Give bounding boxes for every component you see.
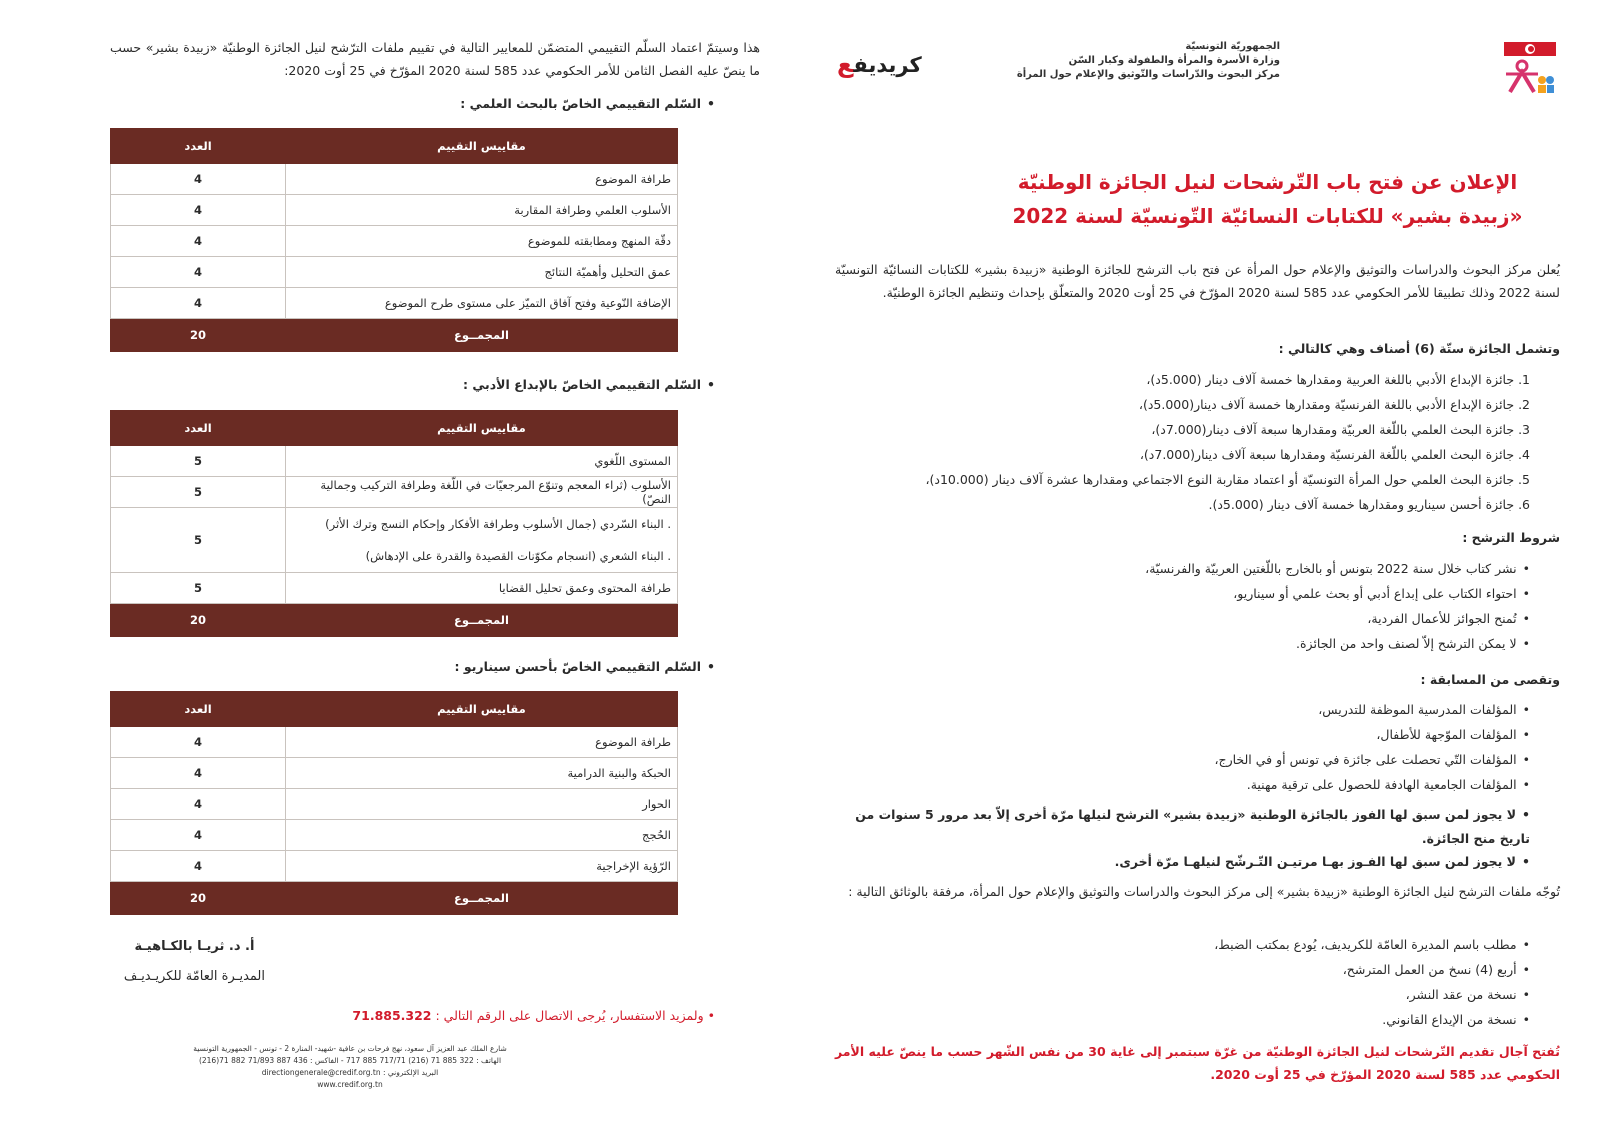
prize-item: 6. جائزة أحسن سيناريو ومقدارها خمسة آلاف دينار (5.000د). xyxy=(1208,497,1530,512)
score-cell: 4 xyxy=(111,226,286,257)
bullet-icon: • xyxy=(703,1008,715,1023)
total-label: المجمــوع xyxy=(286,604,678,637)
table-header-row xyxy=(111,411,678,446)
document-item: • مطلب باسم المديرة العامّة للكريديف، يُودع بمكتب الضبط، xyxy=(1214,932,1530,957)
score-cell: 5 xyxy=(111,477,286,508)
condition-item: • لا يمكن الترشح إلاّ لصنف واحد من الجائزة. xyxy=(1145,631,1530,656)
criterion-cell: المستوى اللّغوي xyxy=(286,446,678,477)
footer-phones: الهاتف : 322 885 71 (216) 717/71 885 717 - الفاكس : 436 887 71/893 882 71(216) xyxy=(198,1056,502,1065)
title-line: الإعلان عن فتح باب التّرشحات لنيل الجائزة الوطنيّة xyxy=(1017,170,1518,194)
ministry-logo-icon xyxy=(1500,40,1560,96)
criterion-cell: الأسلوب العلمي وطرافة المقاربة xyxy=(286,195,678,226)
table-row xyxy=(111,446,678,477)
condition-item: • احتواء الكتاب على إبداع أدبي أو بحث علمي أو سيناريو، xyxy=(1145,581,1530,606)
exclusion-item: • المؤلفات المدرسية الموظفة للتدريس، xyxy=(1214,697,1530,722)
intro-paragraph: يُعلن مركز البحوث والدراسات والتوثيق والإعلام حول المرأة عن فتح باب الترشح للجائزة الوطنية «زبيدة بشير» للكتابات النسائيّة التونسيّة لسنة 2022 وذلك تطبيقا للأمر الحكومي عدد 585 لسنة 2020 المؤرّخ في 25 أوت 2020 والمتعلّق بإحداث وتنظيم الجائزة الوطنيّة. xyxy=(835,262,1560,300)
ministry-line: وزارة الأسرة والمرأة والطفولة وكبار السّن xyxy=(1068,55,1280,66)
criteria-column-header: مقاييس التقييم xyxy=(286,692,678,727)
table-row xyxy=(111,477,678,508)
title-line: «زبيدة بشير» للكتابات النسائيّة التّونسيّة لسنة 2022 xyxy=(1012,204,1523,228)
score-cell: 4 xyxy=(111,257,286,288)
criteria-column-header: مقاييس التقييم xyxy=(286,411,678,446)
credif-mark-icon: ع xyxy=(837,50,854,78)
prize-item: 5. جائزة البحث العلمي حول المرأة التونسيّة أو اعتماد مقاربة النوع الاجتماعي ومقدارها عشرة آلاف دينار (10.000د)، xyxy=(925,472,1530,487)
exclusions-heading: وتقصى من المسابقة : xyxy=(1420,672,1560,687)
criterion-cell xyxy=(286,508,678,573)
table-row xyxy=(111,508,678,573)
criterion-cell: الحوار xyxy=(286,789,678,820)
credif-logo-text: كريديف xyxy=(853,53,922,77)
total-value: 20 xyxy=(111,882,286,915)
criterion-line: . البناء السّردي (جمال الأسلوب وطرافة الأفكار وإحكام النسج وترك الأثر) xyxy=(325,517,671,531)
total-label: المجمــوع xyxy=(286,319,678,352)
criterion-cell: عمق التحليل وأهميّة النتائج xyxy=(286,257,678,288)
table-row xyxy=(111,164,678,195)
signatory-name: أ. د. ثريـا بالكـاهيـة xyxy=(134,939,255,954)
credif-logo xyxy=(835,50,922,78)
warning-item: • لا يجوز لمن سبق لها الفـوز بهـا مرتيـن التّـرشّح لنيلهـا مرّة أخرى. xyxy=(840,850,1530,874)
criterion-cell: الرّؤية الإخراجية xyxy=(286,851,678,882)
prize-item: 3. جائزة البحث العلمي باللّغة العربيّة ومقدارها سبعة آلاف دينار(7.000د)، xyxy=(1151,422,1530,437)
right-column xyxy=(835,0,1560,1132)
contact-phone: 71.885.322 xyxy=(352,1008,432,1023)
score-cell: 4 xyxy=(111,164,286,195)
score-cell: 5 xyxy=(111,446,286,477)
table-header-row xyxy=(111,692,678,727)
footer-website: www.credif.org.tn xyxy=(317,1080,383,1089)
exclusions-list xyxy=(1214,697,1530,797)
total-row xyxy=(111,604,678,637)
criterion-cell: دقّة المنهج ومطابقته للموضوع xyxy=(286,226,678,257)
score-cell: 4 xyxy=(111,195,286,226)
prizes-heading: وتشمل الجائزة ستّة (6) أصناف وهي كالتالي : xyxy=(1278,341,1560,356)
literary-criteria-table xyxy=(110,410,678,637)
criterion-line: . البناء الشعري (انسجام مكوّنات القصيدة والقدرة على الإدهاش) xyxy=(365,549,671,563)
total-value: 20 xyxy=(111,604,286,637)
criterion-cell: الإضافة النّوعية وفتح آفاق التميّز على مستوى طرح الموضوع xyxy=(286,288,678,319)
score-cell: 4 xyxy=(111,789,286,820)
table-row xyxy=(111,727,678,758)
documents-intro: تُوجّه ملفات الترشح لنيل الجائزة الوطنية «زبيدة بشير» إلى مركز البحوث والدراسات والتوثيق والإعلام حول المرأة، مرفقة بالوثائق التالية : xyxy=(848,884,1560,899)
total-value: 20 xyxy=(111,319,286,352)
criterion-cell: طرافة المحتوى وعمق تحليل القضايا xyxy=(286,573,678,604)
exclusion-item: • المؤلفات الموّجهة للأطفال، xyxy=(1214,722,1530,747)
score-cell: 4 xyxy=(111,288,286,319)
footer-email: البريد الإلكتروني : directiongenerale@credif.org.tn xyxy=(261,1068,439,1077)
research-table-heading: • السّلم التقييمي الخاصّ بالبحث العلمي : xyxy=(460,96,715,111)
signatory-title: المديـرة العامّة للكريـديـف xyxy=(123,969,265,984)
total-row xyxy=(111,319,678,352)
ministry-name xyxy=(1017,40,1280,82)
footer-address-line: شارع الملك عبد العزيز آل سعود، نهج فرحات بن عافية -شهيد- المنارة 2 - تونس - الجمهورية التونسية xyxy=(193,1044,507,1053)
scenario-criteria-table xyxy=(110,691,678,915)
prize-item: 2. جائزة الإبداع الأدبي باللغة الفرنسيّة ومقدارها خمسة آلاف دينار(5.000د)، xyxy=(1138,397,1530,412)
evaluation-intro: هذا وسيتمّ اعتماد السلّم التقييمي المتضمّن للمعايير التالية في تقييم ملفات الترّشح لنيل الجائزة الوطنيّة «زبيدة بشير» حسب ما ينصّ عليه الفصل الثامن للأمر الحكومي عدد 585 لسنة 2020 المؤرّخ في 25 أوت 2020: xyxy=(110,40,760,78)
exclusion-item: • المؤلفات الجامعية الهادفة للحصول على ترقية مهنية. xyxy=(1214,772,1530,797)
total-row xyxy=(111,882,678,915)
warning-item: • لا يجوز لمن سبق لها الفوز بالجائزة الوطنية «زبيدة بشير» الترشح لنيلها مرّة أخرى إلاّ بعد مرور 5 سنوات من تاريخ منح الجائزة. xyxy=(840,803,1530,851)
footer-address xyxy=(140,1043,560,1091)
table-row xyxy=(111,758,678,789)
score-column-header: العدد xyxy=(111,129,286,164)
score-column-header: العدد xyxy=(111,411,286,446)
announcement-title xyxy=(835,165,1560,233)
contact-line xyxy=(352,1008,715,1023)
criterion-cell: الحبكة والبنية الدرامية xyxy=(286,758,678,789)
score-cell: 5 xyxy=(111,508,286,573)
table-header-row xyxy=(111,129,678,164)
table-row xyxy=(111,789,678,820)
literary-table-heading: • السّلم التقييمي الخاصّ بالإبداع الأدبي : xyxy=(463,377,715,392)
deadline-paragraph: تُفتح آجال تقديم التّرشحات لنيل الجائزة الوطنيّة من غرّة سبتمبر إلى غاية 30 من نفس الشّهر حسب ما ينصّ عليه الأمر الحكومي عدد 585 لسنة 2020 المؤرّخ في 25 أوت 2020. xyxy=(835,1044,1560,1082)
criterion-cell: الأسلوب (ثراء المعجم وتنوّع المرجعيّات في اللّغة وطرافة التركيب وجمالية النصّ) xyxy=(286,477,678,508)
left-column xyxy=(110,0,760,1132)
document-item: • أربع (4) نسخ من العمل المترشح، xyxy=(1214,957,1530,982)
scenario-table-heading: • السّلم التقييمي الخاصّ بأحسن سيناريو : xyxy=(455,659,715,674)
documents-list xyxy=(1214,932,1530,1032)
prize-item: 4. جائزة البحث العلمي باللّغة الفرنسيّة ومقدارها سبعة آلاف دينار(7.000د)، xyxy=(1139,447,1530,462)
prizes-list xyxy=(925,367,1530,517)
ministry-line: الجمهوريّة التونسيّة xyxy=(1185,41,1280,52)
score-cell: 4 xyxy=(111,820,286,851)
criteria-column-header: مقاييس التقييم xyxy=(286,129,678,164)
exclusion-item: • المؤلفات التّي تحصلت على جائزة في تونس أو في الخارج، xyxy=(1214,747,1530,772)
score-cell: 4 xyxy=(111,758,286,789)
table-row xyxy=(111,195,678,226)
prize-item: 1. جائزة الإبداع الأدبي باللغة العربية ومقدارها خمسة آلاف دينار (5.000د)، xyxy=(1146,372,1530,387)
criterion-cell: طرافة الموضوع xyxy=(286,164,678,195)
score-cell: 4 xyxy=(111,727,286,758)
score-column-header: العدد xyxy=(111,692,286,727)
condition-item: • نشر كتاب خلال سنة 2022 بتونس أو بالخارج باللّغتين العربيّة والفرنسيّة، xyxy=(1145,556,1530,581)
document-item: • نسخة من عقد النشر، xyxy=(1214,982,1530,1007)
score-cell: 5 xyxy=(111,573,286,604)
conditions-list xyxy=(1145,556,1530,656)
contact-label: ولمزيد الاستفسار، يُرجى الاتصال على الرقم التالي : xyxy=(435,1008,704,1023)
criterion-cell: طرافة الموضوع xyxy=(286,727,678,758)
criterion-cell: الحُجج xyxy=(286,820,678,851)
table-row xyxy=(111,820,678,851)
conditions-heading: شروط الترشح : xyxy=(1462,530,1560,545)
table-row xyxy=(111,226,678,257)
document-item: • نسخة من الإيداع القانوني. xyxy=(1214,1007,1530,1032)
table-row xyxy=(111,257,678,288)
table-row xyxy=(111,288,678,319)
total-label: المجمــوع xyxy=(286,882,678,915)
condition-item: • تُمنح الجوائز للأعمال الفردية، xyxy=(1145,606,1530,631)
table-row xyxy=(111,573,678,604)
ministry-line: مركز البحوث والدّراسات والتّوثيق والإعلام حول المرأة xyxy=(1016,69,1280,80)
signature-block xyxy=(124,932,265,992)
score-cell: 4 xyxy=(111,851,286,882)
research-criteria-table xyxy=(110,128,678,352)
table-row xyxy=(111,851,678,882)
header xyxy=(835,36,1560,96)
